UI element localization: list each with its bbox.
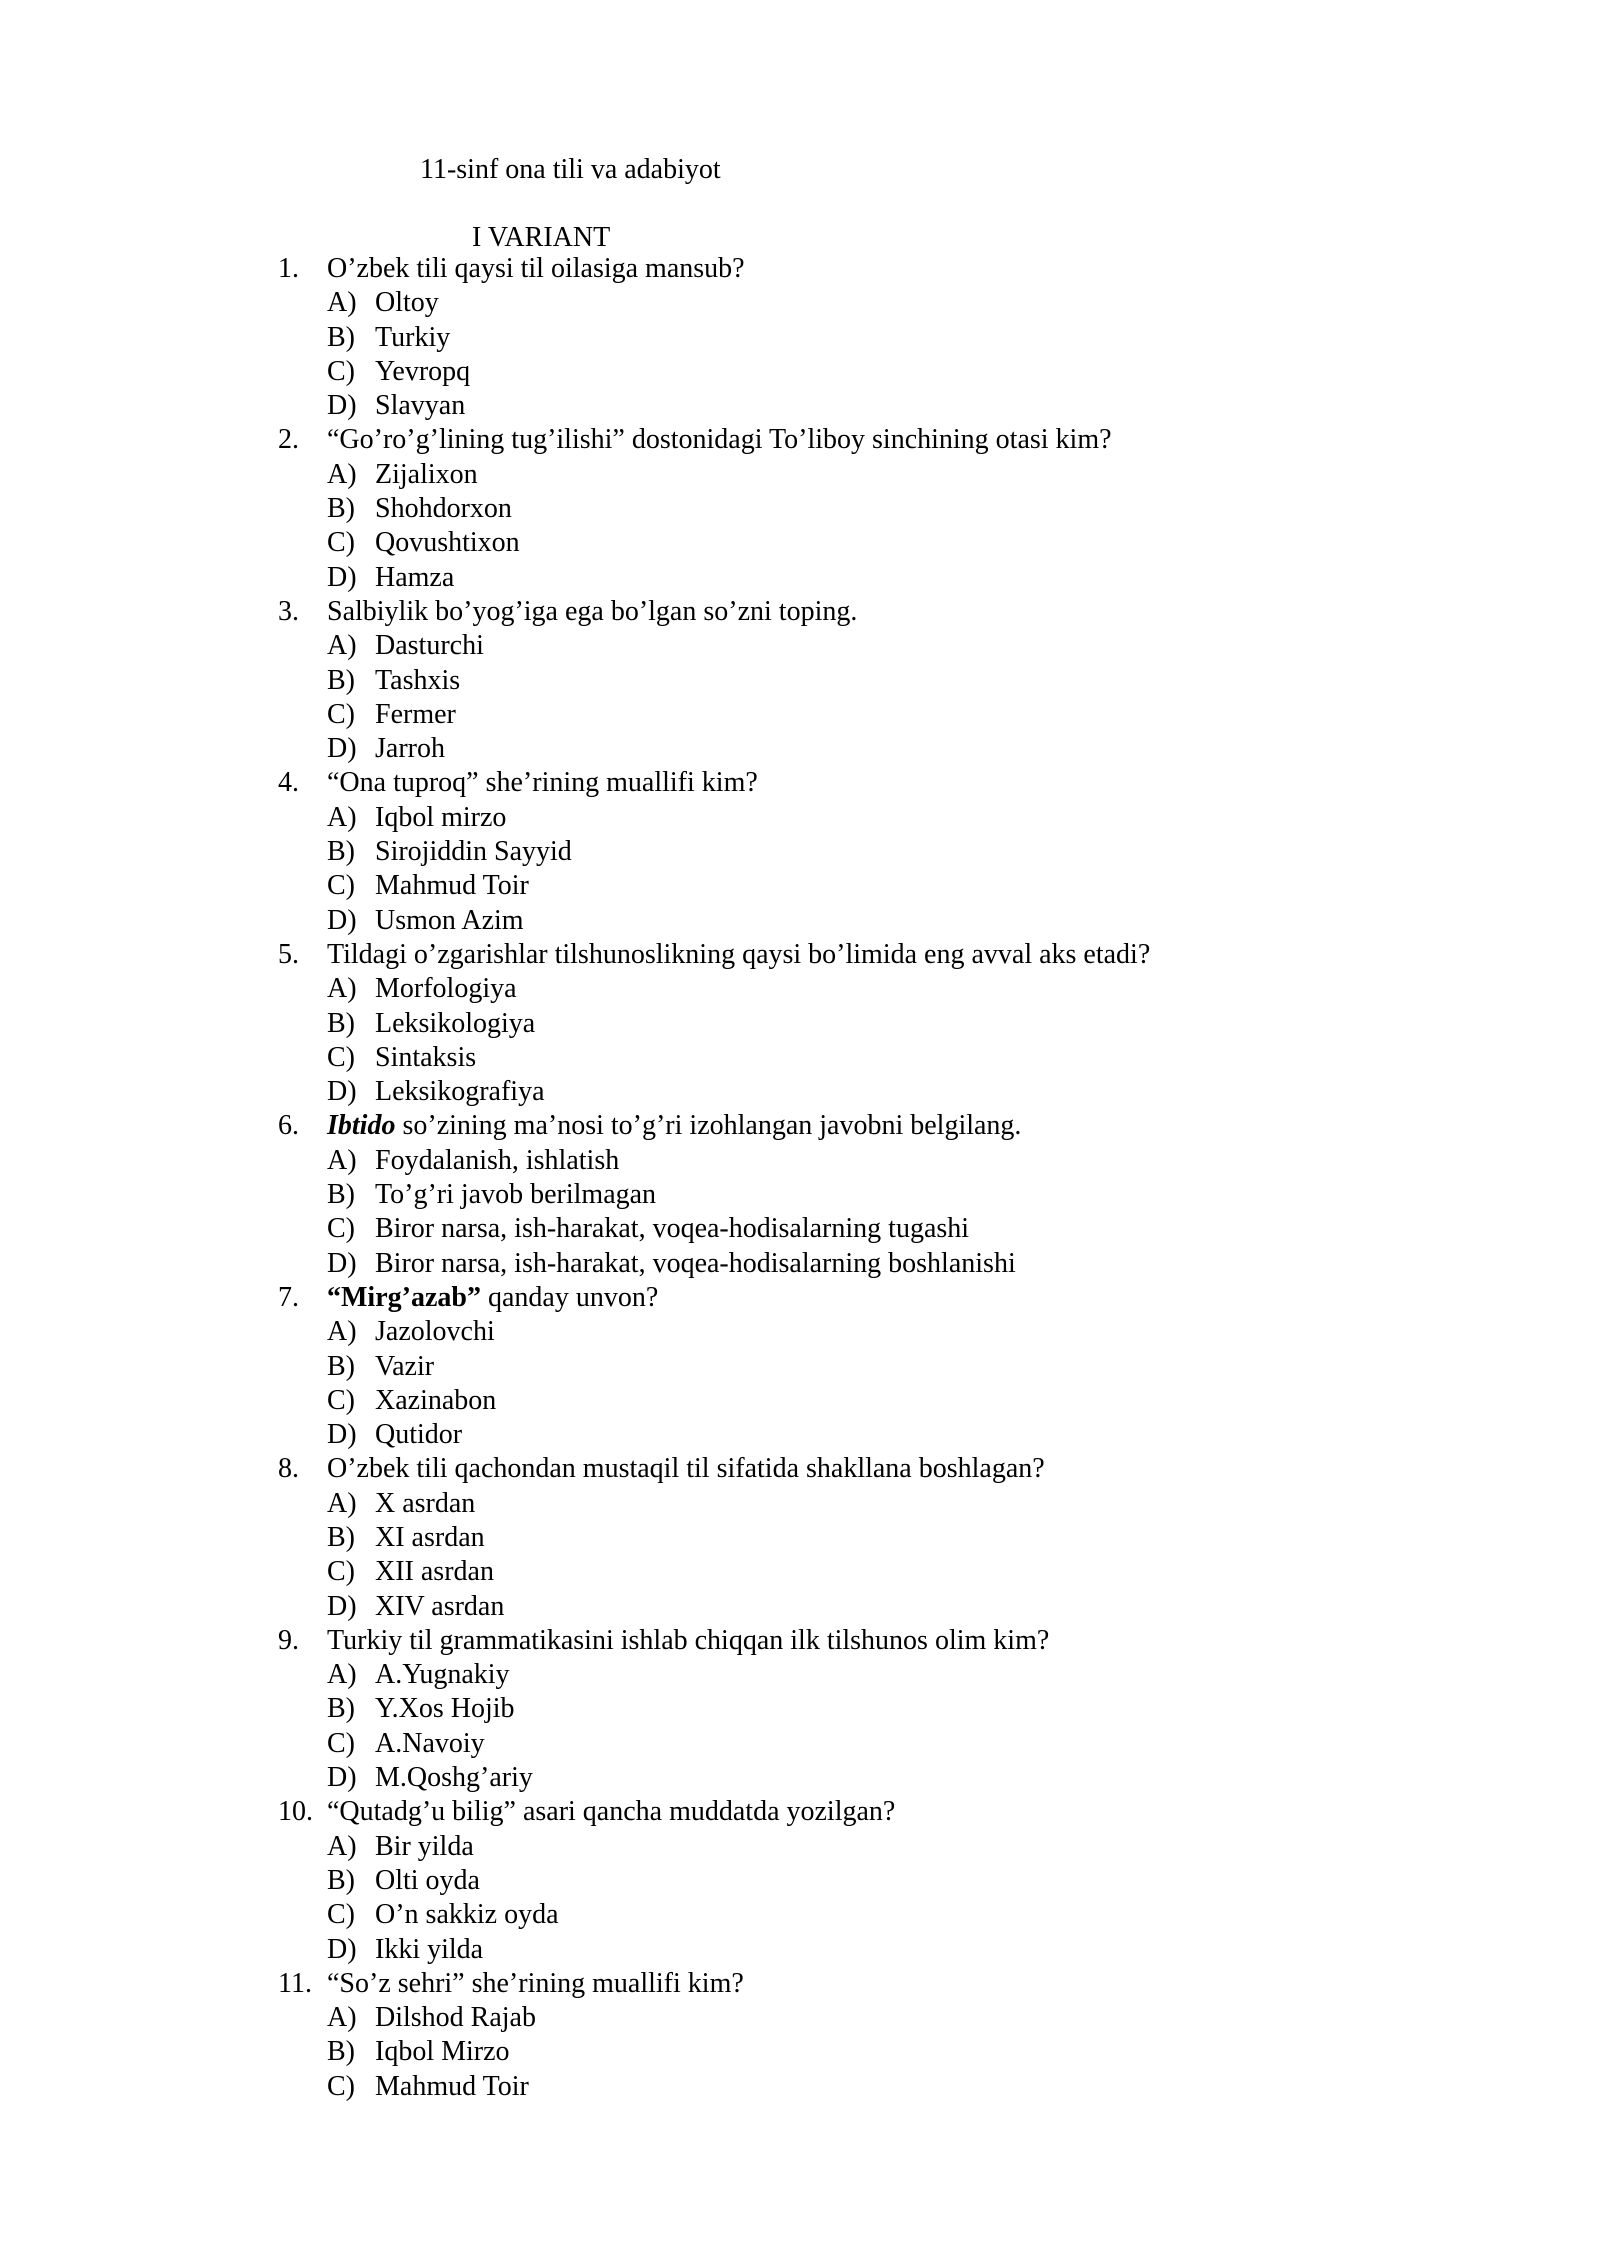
question-number: 1.: [278, 253, 299, 284]
option-text: M.Qoshg’ariy: [375, 1762, 533, 1794]
option-letter: A): [327, 1830, 357, 1862]
question-number: 10.: [278, 1796, 313, 1828]
question-item: [0, 1281, 1600, 1452]
question-item: [0, 252, 1600, 423]
option-letter: C): [327, 1556, 355, 1588]
option-letter: A): [327, 2002, 357, 2034]
answer-option: [0, 458, 1600, 492]
question-body: qanday unvon?: [480, 1281, 659, 1313]
question-row: [0, 766, 1600, 800]
option-letter: B): [327, 1007, 355, 1039]
question-row: [0, 938, 1600, 972]
option-text: Iqbol Mirzo: [375, 2036, 510, 2068]
option-text: Leksikologiya: [375, 1007, 536, 1039]
question-item: [0, 766, 1600, 937]
answer-option: [0, 1315, 1600, 1349]
question-row: [0, 423, 1600, 457]
option-letter: B): [327, 836, 355, 868]
option-letter: D): [327, 1762, 357, 1794]
option-text: Ikki yilda: [375, 1933, 484, 1965]
option-letter: B): [327, 664, 355, 696]
option-text: Morfologiya: [375, 973, 517, 1005]
option-letter: A): [327, 1487, 357, 1519]
answer-option: [0, 1007, 1600, 1041]
answer-option: [0, 1487, 1600, 1521]
option-letter: C): [327, 870, 355, 902]
answer-option: [0, 2070, 1600, 2104]
option-letter: B): [327, 2036, 355, 2068]
question-row: [0, 1624, 1600, 1658]
option-letter: C): [327, 355, 355, 387]
option-letter: C): [327, 698, 355, 730]
question-item: [0, 938, 1600, 1109]
answer-option: [0, 664, 1600, 698]
document-title: 11-sinf ona tili va adabiyot: [420, 154, 721, 185]
option-text: Tashxis: [375, 664, 461, 696]
question-row: [0, 1452, 1600, 1486]
question-row: [0, 1281, 1600, 1315]
question-row: [0, 595, 1600, 629]
option-text: Mahmud Toir: [375, 870, 529, 902]
question-text: [327, 1109, 1021, 1143]
option-letter: C): [327, 2070, 355, 2102]
option-text: Fermer: [375, 698, 456, 730]
option-text: Oltoy: [375, 287, 439, 319]
answer-option: [0, 698, 1600, 732]
answer-option: [0, 629, 1600, 663]
answer-option: [0, 561, 1600, 595]
answer-option: [0, 835, 1600, 869]
option-text: XII asrdan: [375, 1556, 494, 1588]
option-letter: A): [327, 801, 357, 833]
option-letter: B): [327, 1693, 355, 1725]
option-letter: C): [327, 1899, 355, 1931]
option-text: Hamza: [375, 561, 455, 593]
answer-option: [0, 1521, 1600, 1555]
question-number: 4.: [278, 767, 299, 799]
question-number: 3.: [278, 595, 299, 627]
question-body: O’zbek tili qachondan mustaqil til sifatida shakllana boshlagan?: [327, 1453, 1045, 1485]
answer-option: [0, 1247, 1600, 1281]
option-text: Qovushtixon: [375, 527, 520, 559]
option-letter: D): [327, 390, 357, 422]
question-number: 5.: [278, 938, 299, 970]
answer-option: [0, 732, 1600, 766]
answer-option: [0, 801, 1600, 835]
question-text: [327, 766, 758, 800]
question-item: [0, 1452, 1600, 1623]
option-text: O’n sakkiz oyda: [375, 1899, 559, 1931]
question-text: [327, 938, 1150, 972]
option-letter: A): [327, 1316, 357, 1348]
answer-option: [0, 869, 1600, 903]
question-number: 7.: [278, 1281, 299, 1313]
question-number: 6.: [278, 1110, 299, 1142]
option-text: Y.Xos Hojib: [375, 1693, 515, 1725]
question-keyword: “Mirg’azab”: [327, 1281, 481, 1313]
question-number: 2.: [278, 424, 299, 456]
option-text: Mahmud Toir: [375, 2070, 529, 2102]
question-body: Tildagi o’zgarishlar tilshunoslikning qaysi bo’limida eng avval aks etadi?: [327, 938, 1151, 970]
question-item: [0, 1109, 1600, 1280]
option-text: Dasturchi: [375, 630, 484, 662]
answer-option: [0, 321, 1600, 355]
answer-option: [0, 1864, 1600, 1898]
question-list: [0, 252, 1600, 2104]
question-text: [327, 1624, 1049, 1658]
option-letter: D): [327, 904, 357, 936]
option-text: Sintaksis: [375, 1041, 477, 1073]
question-number: 9.: [278, 1624, 299, 1656]
option-letter: C): [327, 1384, 355, 1416]
question-row: [0, 1109, 1600, 1143]
answer-option: [0, 286, 1600, 320]
question-text: [327, 595, 857, 629]
option-letter: C): [327, 1213, 355, 1245]
answer-option: [0, 1075, 1600, 1109]
option-letter: A): [327, 973, 357, 1005]
question-body: “So’z sehri” she’rining muallifi kim?: [327, 1967, 744, 1999]
option-letter: D): [327, 1590, 357, 1622]
option-text: A.Yugnakiy: [375, 1659, 510, 1691]
option-letter: A): [327, 630, 357, 662]
question-text: [327, 1795, 895, 1829]
answer-option: [0, 1830, 1600, 1864]
question-item: [0, 1795, 1600, 1966]
answer-option: [0, 355, 1600, 389]
answer-option: [0, 1727, 1600, 1761]
question-number: 8.: [278, 1453, 299, 1485]
option-text: Qutidor: [375, 1419, 463, 1451]
answer-option: [0, 1658, 1600, 1692]
answer-option: [0, 2001, 1600, 2035]
answer-option: [0, 1384, 1600, 1418]
option-text: Olti oyda: [375, 1864, 480, 1896]
question-row: [0, 252, 1600, 286]
option-text: Biror narsa, ish-harakat, voqea-hodisalarning tugashi: [375, 1213, 970, 1245]
question-body: Turkiy til grammatikasini ishlab chiqqan ilk tilshunos olim kim?: [327, 1624, 1050, 1656]
question-row: [0, 1795, 1600, 1829]
answer-option: [0, 1933, 1600, 1967]
question-text: [327, 423, 1112, 457]
answer-option: [0, 972, 1600, 1006]
answer-option: [0, 389, 1600, 423]
question-item: [0, 1967, 1600, 2104]
option-text: Sirojiddin Sayyid: [375, 836, 572, 868]
option-text: Dilshod Rajab: [375, 2002, 536, 2034]
question-text: [327, 1281, 658, 1315]
option-letter: B): [327, 493, 355, 525]
option-letter: B): [327, 1864, 355, 1896]
question-body: O’zbek tili qaysi til oilasiga mansub?: [327, 253, 745, 284]
answer-option: [0, 1898, 1600, 1932]
answer-option: [0, 526, 1600, 560]
question-text: [327, 252, 745, 286]
option-letter: A): [327, 1144, 357, 1176]
question-text: [327, 1452, 1045, 1486]
option-text: To’g’ri javob berilmagan: [375, 1179, 657, 1211]
option-letter: D): [327, 1933, 357, 1965]
option-letter: B): [327, 1179, 355, 1211]
question-row: [0, 1967, 1600, 2001]
option-text: Leksikografiya: [375, 1076, 545, 1108]
answer-option: [0, 1144, 1600, 1178]
answer-option: [0, 1761, 1600, 1795]
option-letter: D): [327, 733, 357, 765]
option-text: Yevropq: [375, 355, 471, 387]
option-letter: B): [327, 1350, 355, 1382]
answer-option: [0, 2035, 1600, 2069]
option-text: Zijalixon: [375, 458, 478, 490]
option-letter: D): [327, 1247, 357, 1279]
answer-option: [0, 1590, 1600, 1624]
question-body: Salbiylik bo’yog’iga ega bo’lgan so’zni toping.: [327, 595, 858, 627]
option-letter: C): [327, 527, 355, 559]
answer-option: [0, 1041, 1600, 1075]
option-letter: B): [327, 321, 355, 353]
option-text: Vazir: [375, 1350, 435, 1382]
option-letter: A): [327, 458, 357, 490]
question-text: [327, 1967, 744, 2001]
option-letter: A): [327, 287, 357, 319]
option-text: Biror narsa, ish-harakat, voqea-hodisalarning boshlanishi: [375, 1247, 1016, 1279]
question-item: [0, 423, 1600, 594]
option-letter: D): [327, 1076, 357, 1108]
question-body: “Qutadg’u bilig” asari qancha muddatda yozilgan?: [327, 1796, 896, 1828]
question-body: so’zining ma’nosi to’g’ri izohlangan javobni belgilang.: [395, 1110, 1022, 1142]
question-body: “Ona tuproq” she’rining muallifi kim?: [327, 767, 758, 799]
option-letter: D): [327, 561, 357, 593]
option-text: Slavyan: [375, 390, 466, 422]
answer-option: [0, 492, 1600, 526]
option-text: Usmon Azim: [375, 904, 524, 936]
option-text: X asrdan: [375, 1487, 476, 1519]
answer-option: [0, 1212, 1600, 1246]
question-keyword: Ibtido: [327, 1110, 396, 1142]
option-letter: A): [327, 1659, 357, 1691]
question-body: “Go’ro’g’lining tug’ilishi” dostonidagi To’liboy sinchining otasi kim?: [327, 424, 1112, 456]
answer-option: [0, 1178, 1600, 1212]
option-letter: C): [327, 1041, 355, 1073]
option-text: XI asrdan: [375, 1521, 485, 1553]
option-letter: C): [327, 1727, 355, 1759]
variant-heading: I VARIANT: [472, 222, 611, 253]
answer-option: [0, 1555, 1600, 1589]
option-text: Iqbol mirzo: [375, 801, 507, 833]
question-item: [0, 595, 1600, 766]
option-text: Shohdorxon: [375, 493, 512, 525]
option-text: A.Navoiy: [375, 1727, 485, 1759]
option-letter: B): [327, 1521, 355, 1553]
option-text: Bir yilda: [375, 1830, 474, 1862]
option-text: Foydalanish, ishlatish: [375, 1144, 620, 1176]
answer-option: [0, 1350, 1600, 1384]
question-item: [0, 1624, 1600, 1795]
option-text: Jazolovchi: [375, 1316, 495, 1348]
answer-option: [0, 1418, 1600, 1452]
answer-option: [0, 1692, 1600, 1726]
option-letter: D): [327, 1419, 357, 1451]
option-text: Xazinabon: [375, 1384, 497, 1416]
question-number: 11.: [278, 1967, 312, 1999]
answer-option: [0, 904, 1600, 938]
option-text: Jarroh: [375, 733, 445, 765]
option-text: Turkiy: [375, 321, 451, 353]
option-text: XIV asrdan: [375, 1590, 505, 1622]
